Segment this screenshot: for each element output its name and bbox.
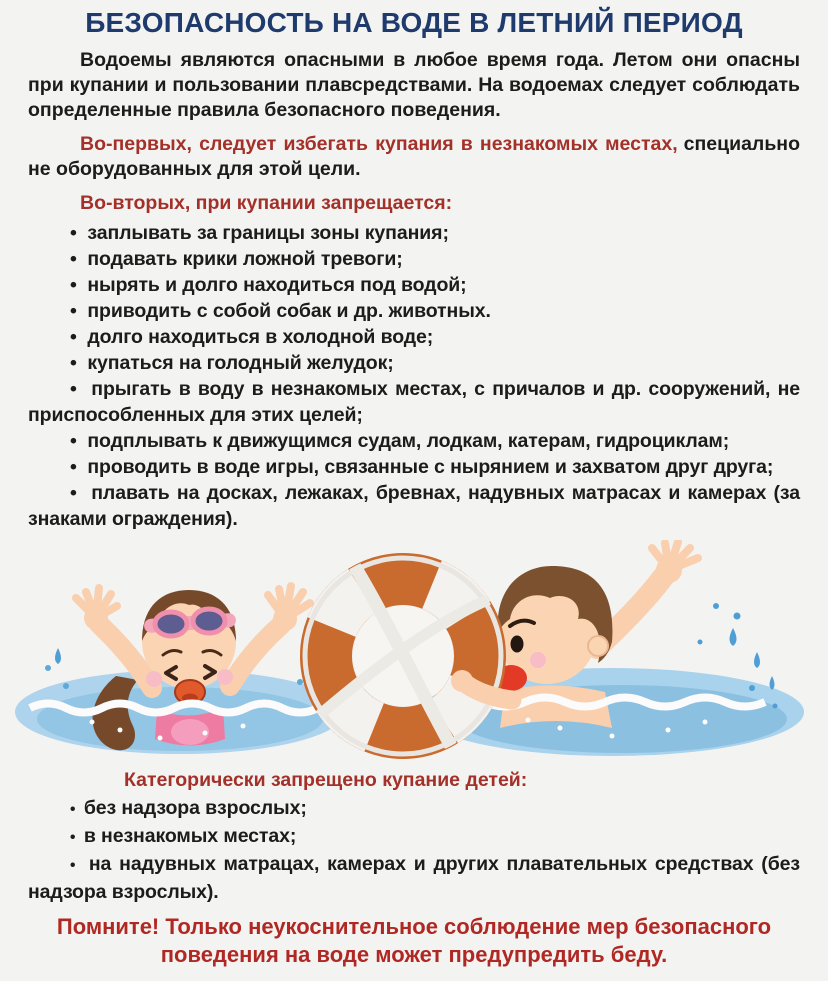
lifebuoy-icon (303, 556, 503, 756)
children-item-3: • на надувных матрацах, камерах и других плавательных средствах (без надзора взрослых). (28, 851, 800, 905)
prohibited-item-4: • приводить с собой собак и др. животных. (28, 298, 800, 324)
prohibited-item-6: • купаться на голодный желудок; (28, 350, 800, 376)
prohibited-item-7: • прыгать в воду в незнакомых местах, с причалов и др. сооружений, не приспособленных для этих целей; (28, 376, 800, 428)
prohibited-item-1: • заплывать за границы зоны купания; (28, 220, 800, 246)
prohibited-item-2: • подавать крики ложной тревоги; (28, 246, 800, 272)
second-rule-heading: Во-вторых, при купании запрещается: (80, 192, 453, 214)
prohibited-item-5: • долго находиться в холодной воде; (28, 324, 800, 350)
illustration-area (0, 540, 828, 765)
prohibited-item-9: • проводить в воде игры, связанные с нырянием и захватом друг друга; (28, 454, 800, 480)
footer-warning: Помните! Только неукоснительное соблюдение мер безопасного поведения на воде может предупредить беду. (56, 914, 772, 967)
intro-paragraph: Водоемы являются опасными в любое время года. Летом они опасны при купании и пользовании плавсредствами. На водоемах следует соблюдать определенные правила безопасного поведения. (28, 49, 800, 121)
children-list (28, 795, 800, 905)
first-rule-paragraph (28, 132, 800, 182)
children-item-1: • без надзора взрослых; (28, 795, 800, 823)
prohibited-list (28, 220, 800, 532)
first-rule-lead: Во-первых, следует избегать купания в незнакомых местах, (80, 133, 678, 155)
prohibited-item-3: • нырять и долго находиться под водой; (28, 272, 800, 298)
prohibited-item-10: • плавать на досках, лежаках, бревнах, надувных матрасах и камерах (за знаками ограждения). (28, 480, 800, 532)
children-item-2: • в незнакомых местах; (28, 823, 800, 851)
first-rule-rest: специально не оборудованных для этой цели. (28, 133, 800, 180)
prohibited-item-8: • подплывать к движущимся судам, лодкам, катерам, гидроциклам; (28, 428, 800, 454)
water-safety-illustration (0, 540, 828, 760)
children-rule-heading: Категорически запрещено купание детей: (124, 769, 528, 791)
page-title: БЕЗОПАСНОСТЬ НА ВОДЕ В ЛЕТНИЙ ПЕРИОД (85, 7, 743, 38)
